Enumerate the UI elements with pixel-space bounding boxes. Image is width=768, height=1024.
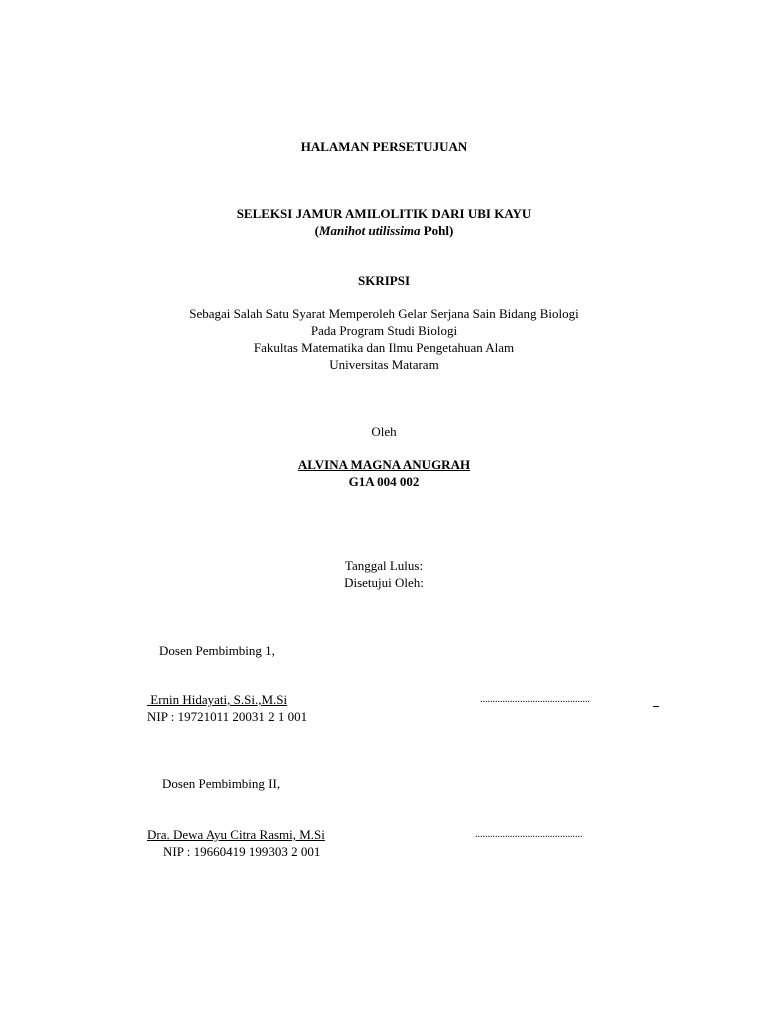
purpose-line-1: Sebagai Salah Satu Syarat Memperoleh Gelar Serjana Sain Bidang Biologi: [189, 306, 579, 321]
author-name-row: [0, 456, 768, 473]
supervisor1-signature-line: ............................................: [480, 694, 590, 705]
purpose-line-2: Pada Program Studi Biologi: [310, 323, 458, 338]
thesis-title-line2: [0, 222, 768, 239]
page-heading: HALAMAN PERSETUJUAN: [300, 139, 468, 154]
supervisor2-role: Dosen Pembimbing II,: [162, 776, 281, 791]
species-name: Manihot utilissima: [318, 223, 421, 238]
thesis-title-line1: SELEKSI JAMUR AMILOLITIK DARI UBI KAYU: [236, 206, 532, 221]
purpose-line-4: Universitas Mataram: [329, 357, 439, 372]
document-type: SKRIPSI: [357, 273, 411, 288]
purpose-line-3: Fakultas Matematika dan Ilmu Pengetahuan Alam: [253, 340, 515, 355]
supervisor2-name: Dra. Dewa Ayu Citra Rasmi, M.Si: [147, 827, 325, 842]
by-label: Oleh: [371, 424, 397, 439]
author-id: G1A 004 002: [348, 474, 420, 489]
supervisor1-nip: NIP : 19721011 20031 2 1 001: [147, 709, 308, 724]
title-rest: Pohl): [420, 223, 454, 238]
supervisor1-name: Ernin Hidayati, S.Si.,M.Si: [147, 692, 288, 707]
supervisor2-nip: NIP : 19660419 199303 2 001: [163, 844, 321, 859]
signature-underline-mark: [653, 706, 659, 707]
author-name: ALVINA MAGNA ANUGRAH: [297, 457, 471, 472]
title-open-paren: (: [314, 223, 319, 238]
supervisor1-role: Dosen Pembimbing 1,: [159, 643, 275, 658]
approved-by-label: Disetujui Oleh:: [344, 575, 424, 590]
graduation-date-label: Tanggal Lulus:: [344, 558, 424, 573]
supervisor2-signature-line: ...........................................: [475, 829, 583, 840]
